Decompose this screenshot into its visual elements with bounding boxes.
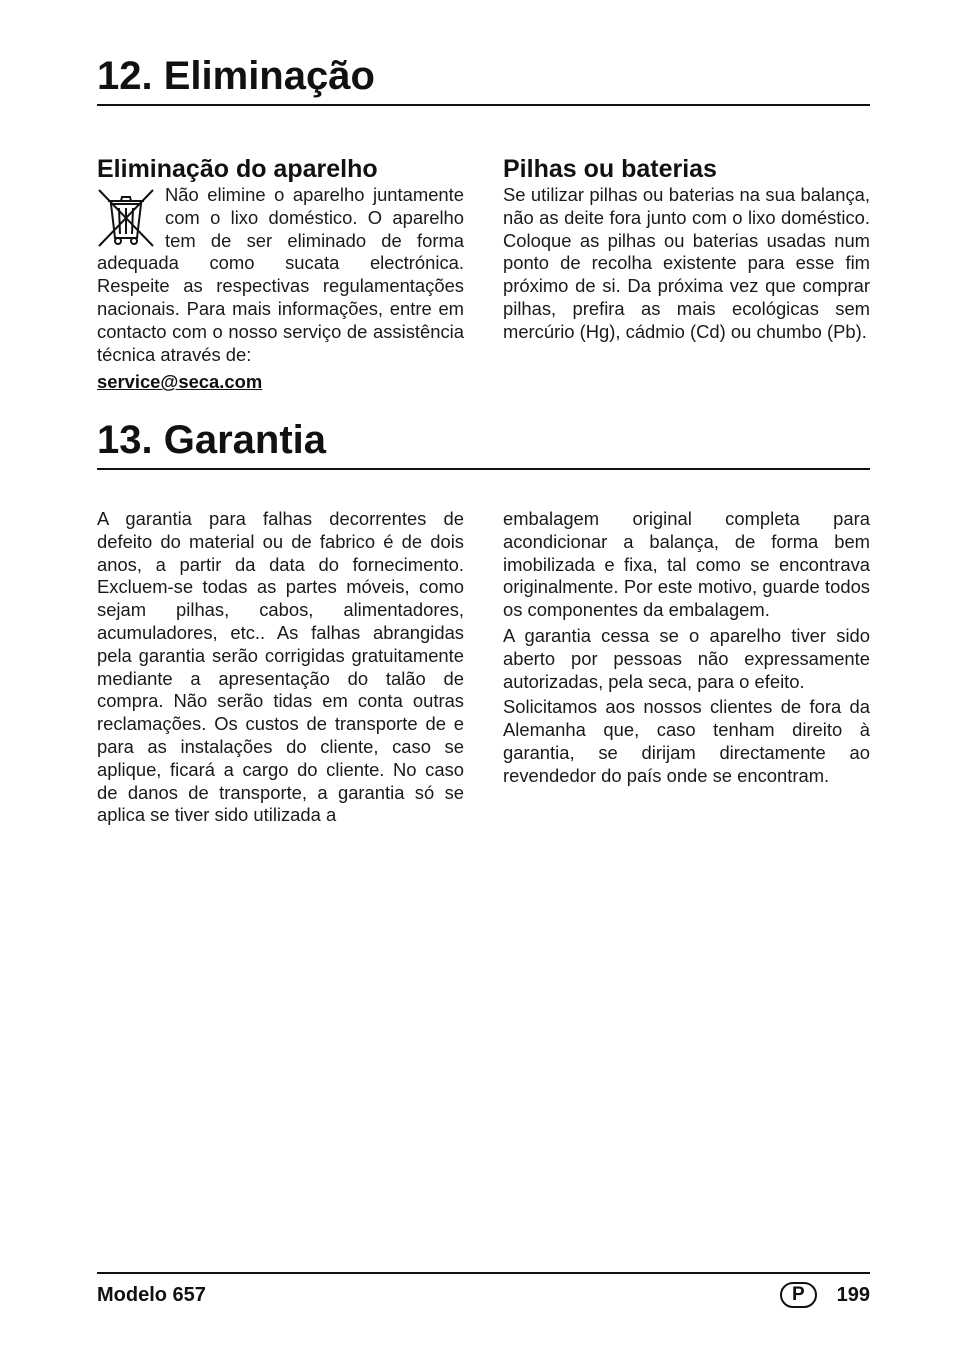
language-badge: P bbox=[780, 1282, 817, 1308]
page-number: 199 bbox=[836, 1283, 870, 1306]
warranty-paragraph: embalagem original completa para acondicionar a balança, de forma bem imobilizada e fixa, tal como se encontrava originalmente. Por este motivo, guarde todos os componentes da embalagem. bbox=[503, 508, 870, 621]
disposal-column bbox=[97, 154, 464, 394]
service-email-link[interactable]: service@seca.com bbox=[97, 371, 263, 393]
footer-right bbox=[780, 1282, 870, 1308]
crossed-out-wheelie-bin-icon bbox=[97, 188, 155, 248]
disposal-text: Não elimine o aparelho juntamente com o lixo doméstico. O aparelho tem de ser eliminado de forma adequada como sucata electrónica. Respeite as respectivas regulamentações nacionais. Para mais informações, entre em contacto com o nosso serviço de assistência técnica através de: bbox=[97, 184, 464, 365]
disposal-heading: Eliminação do aparelho bbox=[97, 155, 378, 183]
warranty-column-right bbox=[503, 508, 870, 791]
warranty-paragraph: Solicitamos aos nossos clientes de fora da Alemanha que, caso tenham direito à garantia, se dirijam directamente ao revendedor do país onde se encontram. bbox=[503, 696, 870, 786]
model-label: Modelo 657 bbox=[97, 1284, 206, 1306]
section-title-disposal: 12. Eliminação bbox=[97, 54, 870, 106]
page-footer bbox=[97, 1272, 870, 1314]
section-title-warranty: 13. Garantia bbox=[97, 418, 870, 470]
warranty-column-left bbox=[97, 508, 464, 830]
batteries-column bbox=[503, 154, 870, 347]
batteries-text: Se utilizar pilhas ou baterias na sua balança, não as deite fora junto com o lixo doméstico. Coloque as pilhas ou baterias usadas num ponto de recolha existente para esse fim próximo de si. Da próxima vez que comprar pilhas, prefira as mais ecológicas sem mercúrio (Hg), cádmio (Cd) ou chumbo (Pb). bbox=[503, 184, 870, 342]
batteries-heading: Pilhas ou baterias bbox=[503, 155, 717, 183]
warranty-text-left: A garantia para falhas decorrentes de defeito do material ou de fabrico é de dois anos, a partir da data do fornecimento. Excluem-se todas as partes móveis, como sejam pilhas, cabos, alimentadores, acumuladores, etc.. As falhas abrangidas pela garantia serão corrigidas gratuitamente mediante a apresentação do talão de compra. Não serão tidas em conta outras reclamações. Os custos de transporte de e para as instalações do cliente, caso se aplique, ficará a cargo do cliente. No caso de danos de transporte, a garantia só se aplica se tiver sido utilizada a bbox=[97, 508, 464, 826]
warranty-paragraph: A garantia cessa se o aparelho tiver sido aberto por pessoas não expressamente autorizadas, pela seca, para o efeito. bbox=[503, 624, 870, 692]
